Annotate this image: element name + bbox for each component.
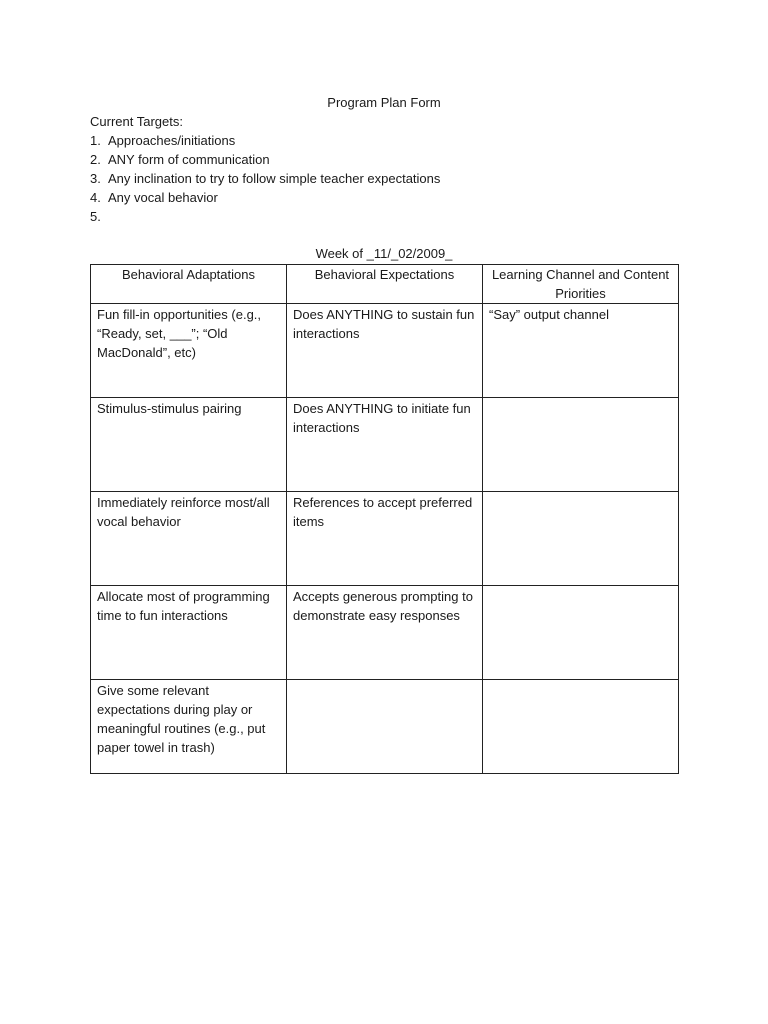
- header-learning-channel: Learning Channel and Content Priorities: [483, 265, 679, 304]
- table-cell: [287, 680, 483, 774]
- target-item: [90, 131, 690, 150]
- target-item: [90, 188, 690, 207]
- current-targets-section: [90, 112, 690, 226]
- table-cell: Accepts generous prompting to demonstrate easy responses: [287, 586, 483, 680]
- table-row: [91, 492, 679, 586]
- table-cell: Stimulus-stimulus pairing: [91, 398, 287, 492]
- targets-list: [90, 131, 690, 226]
- target-item: [90, 169, 690, 188]
- target-number: 1.: [90, 133, 101, 148]
- table-cell: [483, 398, 679, 492]
- table-cell: Allocate most of programming time to fun interactions: [91, 586, 287, 680]
- target-text: ANY form of communication: [108, 152, 270, 167]
- table-row: [91, 304, 679, 398]
- week-label: Week of _11/_02/2009_: [315, 246, 453, 261]
- header-behavioral-expectations: Behavioral Expectations: [287, 265, 483, 304]
- table-cell: References to accept preferred items: [287, 492, 483, 586]
- table-cell: Immediately reinforce most/all vocal behavior: [91, 492, 287, 586]
- target-number: 3.: [90, 171, 101, 186]
- table-cell: [483, 680, 679, 774]
- table-cell: Give some relevant expectations during play or meaningful routines (e.g., put paper towel in trash): [91, 680, 287, 774]
- table-row: [91, 680, 679, 774]
- table-cell: [483, 492, 679, 586]
- targets-heading: Current Targets:: [90, 114, 183, 129]
- table-row: [91, 398, 679, 492]
- target-item: [90, 207, 690, 226]
- table-cell: “Say” output channel: [483, 304, 679, 398]
- table-cell: Does ANYTHING to initiate fun interactions: [287, 398, 483, 492]
- target-number: 4.: [90, 190, 101, 205]
- table-cell: [483, 586, 679, 680]
- table-cell: Fun fill-in opportunities (e.g., “Ready, set, ___”; “Old MacDonald”, etc): [91, 304, 287, 398]
- target-number: 5.: [90, 209, 101, 224]
- target-number: 2.: [90, 152, 101, 167]
- form-title: Program Plan Form: [327, 95, 441, 110]
- target-text: Approaches/initiations: [108, 133, 236, 148]
- target-item: [90, 150, 690, 169]
- table-header-row: [91, 265, 679, 304]
- target-text: Any vocal behavior: [108, 190, 218, 205]
- program-plan-table: [90, 264, 679, 774]
- table-cell: Does ANYTHING to sustain fun interactions: [287, 304, 483, 398]
- table-row: [91, 586, 679, 680]
- target-text: Any inclination to try to follow simple teacher expectations: [108, 171, 441, 186]
- header-behavioral-adaptations: Behavioral Adaptations: [91, 265, 287, 304]
